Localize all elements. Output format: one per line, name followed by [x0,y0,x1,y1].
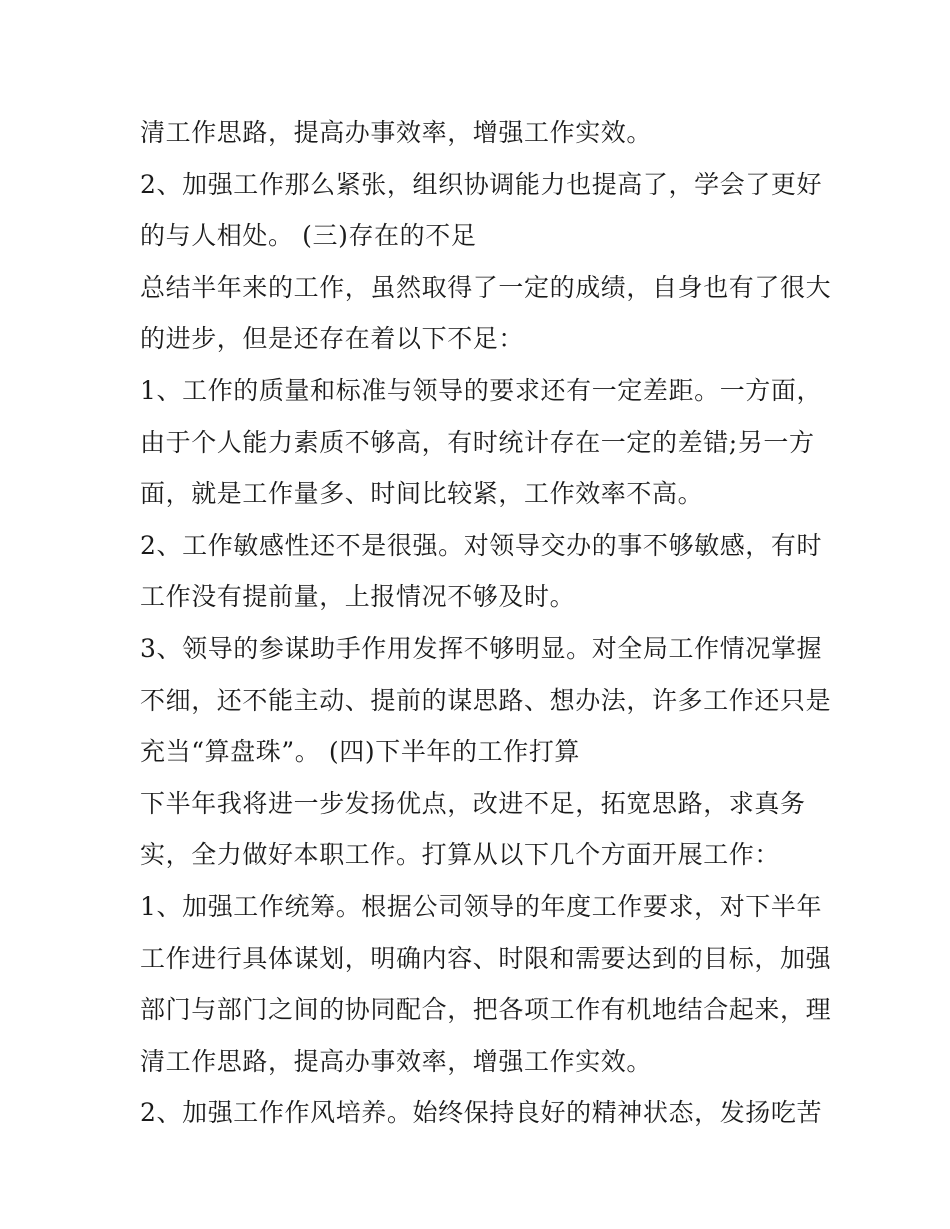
text-line: 工作没有提前量，上报情况不够及时。 [140,582,576,612]
text-line: 面，就是工作量多、时间比较紧，工作效率不高。 [140,479,704,509]
text-line: 的进步，但是还存在着以下不足： [140,324,525,354]
text-line: 的与人相处。 (三)存在的不足 [140,221,477,251]
text-line: 部门与部门之间的协同配合，把各项工作有机地结合起来，理 [140,995,832,1025]
text-line: 下半年我将进一步发扬优点，改进不足，拓宽思路，求真务 [140,788,806,818]
text-line: 充当“算盘珠”。 (四)下半年的工作打算 [140,737,581,767]
text-line: 2、加强工作那么紧张，组织协调能力也提高了，学会了更好 [140,169,823,199]
text-line: 2、工作敏感性还不是很强。对领导交办的事不够敏感，有时 [140,530,823,560]
text-line: 3、领导的参谋助手作用发挥不够明显。对全局工作情况掌握 [140,633,823,663]
text-line: 工作进行具体谋划，明确内容、时限和需要达到的目标，加强 [140,943,832,973]
text-line: 1、工作的质量和标准与领导的要求还有一定差距。一方面， [140,375,823,405]
text-line: 清工作思路，提高办事效率，增强工作实效。 [140,1046,653,1076]
text-line: 由于个人能力素质不够高，有时统计存在一定的差错;另一方 [140,427,815,457]
text-line: 实，全力做好本职工作。打算从以下几个方面开展工作： [140,840,781,870]
text-line: 2、加强工作作风培养。始终保持良好的精神状态，发扬吃苦 [140,1098,823,1128]
text-line: 清工作思路，提高办事效率，增强工作实效。 [140,118,653,147]
text-line: 1、加强工作统筹。根据公司领导的年度工作要求，对下半年 [140,891,823,921]
text-line: 不细，还不能主动、提前的谋思路、想办法，许多工作还只是 [140,685,832,715]
text-line: 总结半年来的工作，虽然取得了一定的成绩，自身也有了很大 [140,272,832,302]
document-body [140,107,840,1139]
